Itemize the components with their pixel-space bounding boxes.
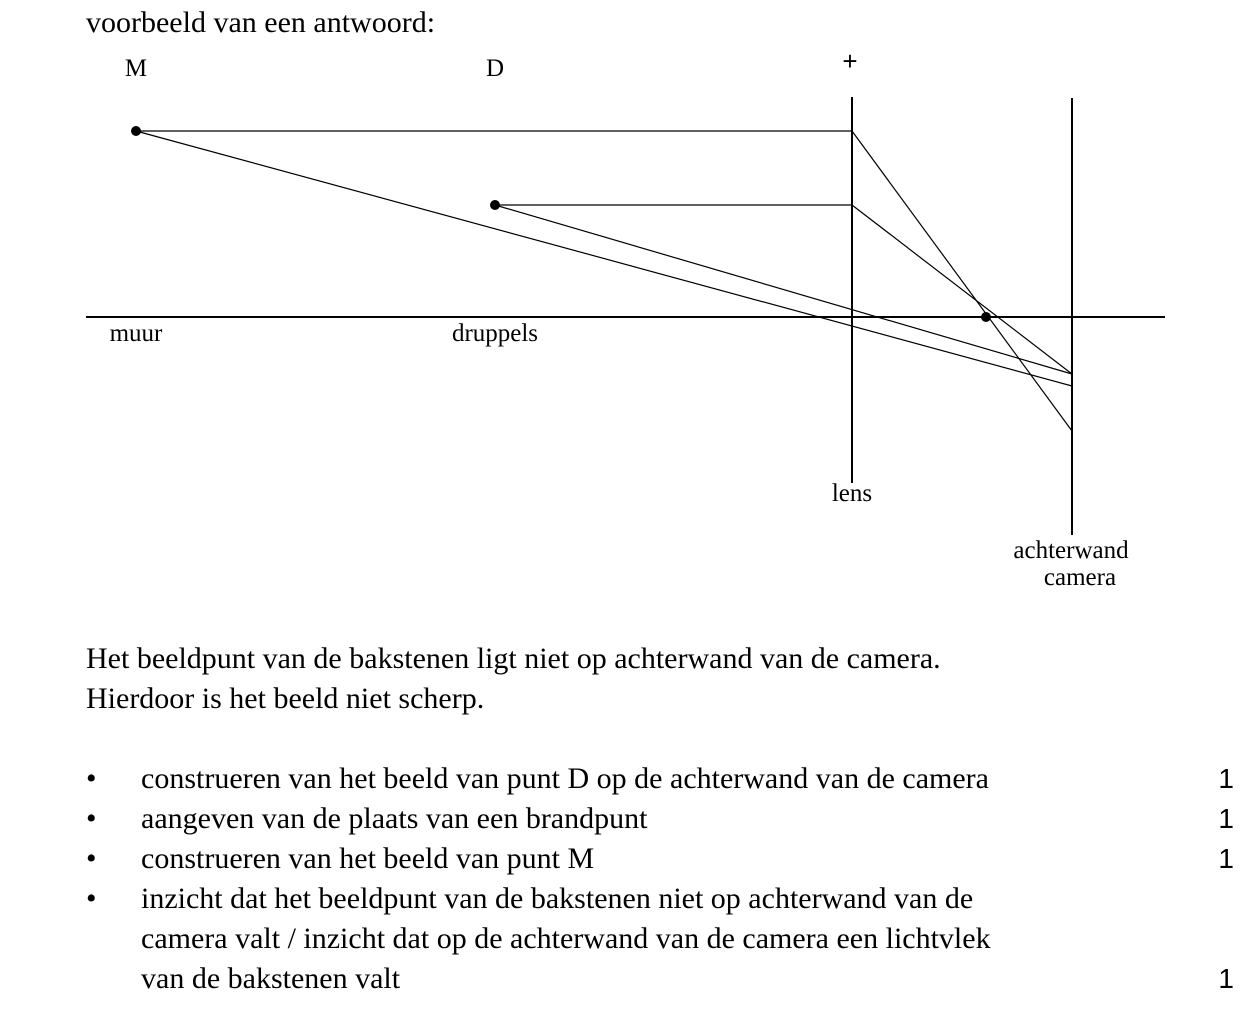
ray-m-center: [136, 131, 1072, 386]
scoring-item-text-line: inzicht dat het beeldpunt van de bakstenen niet op achterwand van de: [141, 882, 974, 915]
scoring-item-text-line: camera valt / inzicht dat op de achterwand van de camera een lichtvlek: [141, 922, 991, 955]
conclusion-line-1: Het beeldpunt van de bakstenen ligt niet op achterwand van de camera.: [86, 642, 941, 675]
label-point-m: M: [124, 55, 148, 82]
label-lens: lens: [831, 480, 873, 507]
point-m-dot: [131, 126, 141, 136]
scoring-points: 1: [1218, 843, 1234, 874]
focal-point-dot: [981, 312, 991, 322]
ray-d-center: [495, 205, 1072, 374]
scoring-points: 1: [1218, 963, 1234, 994]
label-muur: muur: [109, 320, 163, 347]
bullet-icon: •: [86, 762, 97, 795]
scoring-points: 1: [1218, 803, 1234, 834]
scoring-item: [86, 759, 1236, 799]
scoring-item-text: construeren van het beeld van punt M: [141, 842, 595, 875]
answer-conclusion: [86, 639, 941, 719]
label-druppels: druppels: [451, 320, 539, 347]
ray-m-refracted: [852, 131, 1072, 431]
bullet-icon: •: [86, 842, 97, 875]
scoring-item-text: construeren van het beeld van punt D op de achterwand van de camera: [141, 762, 989, 795]
label-achterwand: achterwand: [1013, 537, 1129, 564]
scoring-item: [86, 879, 1236, 999]
scoring-item: [86, 839, 1236, 879]
scoring-list: [86, 759, 1236, 999]
scoring-item-text-line: van de bakstenen valt: [141, 962, 401, 995]
label-point-d: D: [485, 55, 505, 82]
point-d-dot: [490, 200, 500, 210]
scoring-item: [86, 799, 1236, 839]
bullet-icon: •: [86, 882, 97, 915]
scoring-points: 1: [1218, 763, 1234, 794]
label-camera: camera: [1043, 564, 1117, 591]
scoring-item-text: aangeven van de plaats van een brandpunt: [141, 802, 648, 835]
bullet-icon: •: [86, 802, 97, 835]
label-lens-sign: +: [842, 46, 858, 76]
answer-heading: voorbeeld van een antwoord:: [86, 6, 436, 39]
ray-d-refracted: [852, 205, 1072, 374]
conclusion-line-2: Hierdoor is het beeld niet scherp.: [86, 682, 485, 715]
